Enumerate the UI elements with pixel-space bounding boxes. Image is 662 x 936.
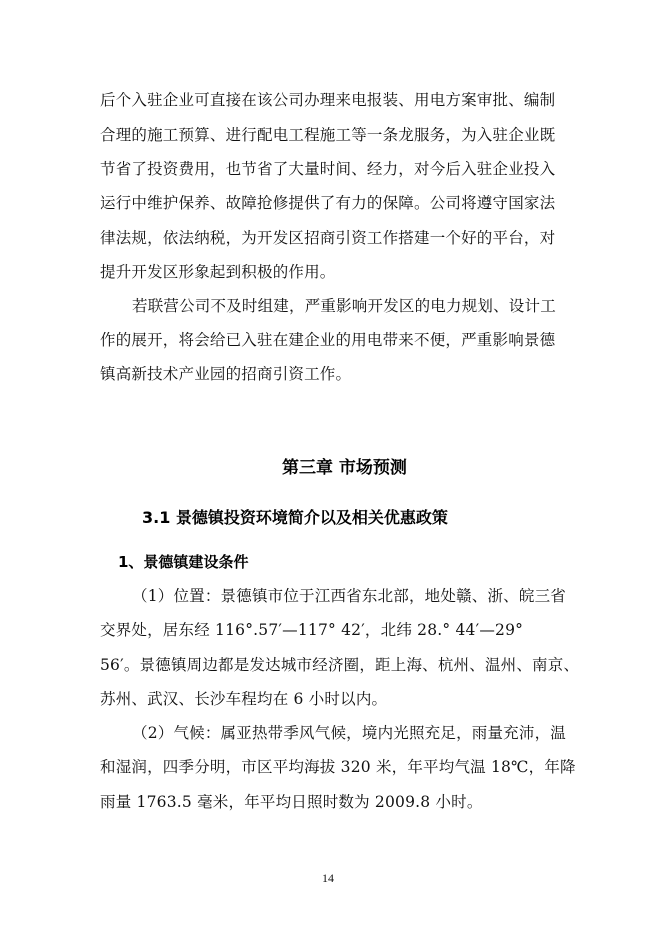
body-line: 律法规，依法纳税，为开发区招商引资工作搭建一个好的平台，对 xyxy=(100,229,556,247)
body-line: 镇高新技术产业园的招商引资工作。 xyxy=(100,365,352,383)
body-line: 节省了投资费用，也节省了大量时间、经力，对今后入驻企业投入 xyxy=(100,160,556,178)
page-number: 14 xyxy=(322,871,334,885)
body-line: 合理的施工预算、进行配电工程施工等一条龙服务，为入驻企业既 xyxy=(100,126,556,144)
detail-line: （1）位置：景德镇市位于江西省东北部，地处赣、浙、皖三省 xyxy=(132,587,566,605)
detail-line: 和湿润，四季分明，市区平均海拔 320 米，年平均气温 18℃，年降 xyxy=(100,758,576,776)
body-line: 若联营公司不及时组建，严重影响开发区的电力规划、设计工 xyxy=(132,297,556,315)
subsection-title: 1、景德镇建设条件 xyxy=(118,553,249,571)
detail-line: （2）气候：属亚热带季风气候，境内光照充足，雨量充沛，温 xyxy=(132,724,566,742)
detail-line: 雨量 1763.5 毫米，年平均日照时数为 2009.8 小时。 xyxy=(100,793,483,811)
body-line: 作的展开，将会给已入驻在建企业的用电带来不便，严重影响景德 xyxy=(100,331,556,349)
chapter-title: 第三章 市场预测 xyxy=(282,458,407,478)
section-title: 3.1 景德镇投资环境简介以及相关优惠政策 xyxy=(142,508,448,527)
detail-line: 56′。景德镇周边都是发达城市经济圈，距上海、杭州、温州、南京、 xyxy=(100,656,580,674)
detail-line: 苏州、武汉、长沙车程均在 6 小时以内。 xyxy=(100,690,388,708)
body-line: 后个入驻企业可直接在该公司办理来电报装、用电方案审批、编制 xyxy=(100,91,556,109)
body-line: 提升开发区形象起到积极的作用。 xyxy=(100,263,336,281)
body-line: 运行中维护保养、故障抢修提供了有力的保障。公司将遵守国家法 xyxy=(100,194,556,212)
detail-line: 交界处，居东经 116°.57′—117° 42′，北纬 28.° 44′—29° xyxy=(100,621,524,639)
